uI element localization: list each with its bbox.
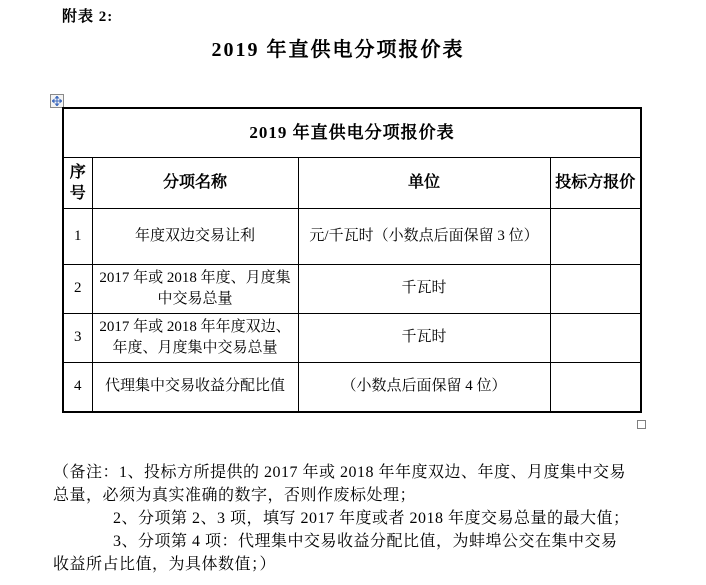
row-no: 4	[63, 362, 92, 412]
row-no: 3	[63, 313, 92, 362]
table-title: 2019 年直供电分项报价表	[63, 108, 641, 157]
table-move-handle[interactable]	[50, 94, 64, 108]
document-title-row	[0, 33, 676, 62]
row-name: 年度双边交易让利	[92, 208, 298, 264]
row-unit: （小数点后面保留 4 位）	[298, 362, 550, 412]
row-name: 2017 年或 2018 年度、月度集中交易总量	[92, 264, 298, 313]
table-row	[63, 264, 641, 313]
bid-entry-cell[interactable]	[550, 313, 641, 362]
table-title-row	[63, 108, 641, 157]
table-resize-handle[interactable]	[637, 420, 646, 429]
remark-line: 2、分项第 2、3 项，填写 2017 年度或者 2018 年度交易总量的最大值；	[113, 510, 630, 527]
bid-entry-cell[interactable]	[550, 362, 641, 412]
column-header-bid: 投标方报价	[550, 157, 641, 208]
remark-line: 3、分项第 4 项：代理集中交易收益分配比值，为蚌埠公交在集中交易	[113, 533, 618, 550]
row-unit: 千瓦时	[298, 313, 550, 362]
table-row	[63, 208, 641, 264]
bid-entry-cell[interactable]	[550, 264, 641, 313]
quotation-table	[62, 107, 642, 413]
table-header-row	[63, 157, 641, 208]
row-name: 代理集中交易收益分配比值	[92, 362, 298, 412]
column-header-no: 序号	[63, 157, 92, 208]
move-arrows-icon	[52, 96, 62, 106]
row-unit: 千瓦时	[298, 264, 550, 313]
remark-line: 收益所占比值，为具体数值；）	[53, 556, 277, 573]
table-row	[63, 313, 641, 362]
remark-line: 总量，必须为真实准确的数字，否则作废标处理；	[53, 487, 417, 504]
table-row	[63, 362, 641, 412]
attachment-label: 附表 2:	[62, 9, 114, 25]
remarks-block	[53, 461, 663, 576]
document-title: 2019 年直供电分项报价表	[211, 39, 465, 61]
column-header-unit: 单位	[298, 157, 550, 208]
row-unit: 元/千瓦时（小数点后面保留 3 位）	[298, 208, 550, 264]
row-name: 2017 年或 2018 年年度双边、年度、月度集中交易总量	[92, 313, 298, 362]
row-no: 2	[63, 264, 92, 313]
column-header-name: 分项名称	[92, 157, 298, 208]
row-no: 1	[63, 208, 92, 264]
remark-line: （备注：1、投标方所提供的 2017 年或 2018 年年度双边、年度、月度集中交易	[53, 464, 627, 481]
bid-entry-cell[interactable]	[550, 208, 641, 264]
